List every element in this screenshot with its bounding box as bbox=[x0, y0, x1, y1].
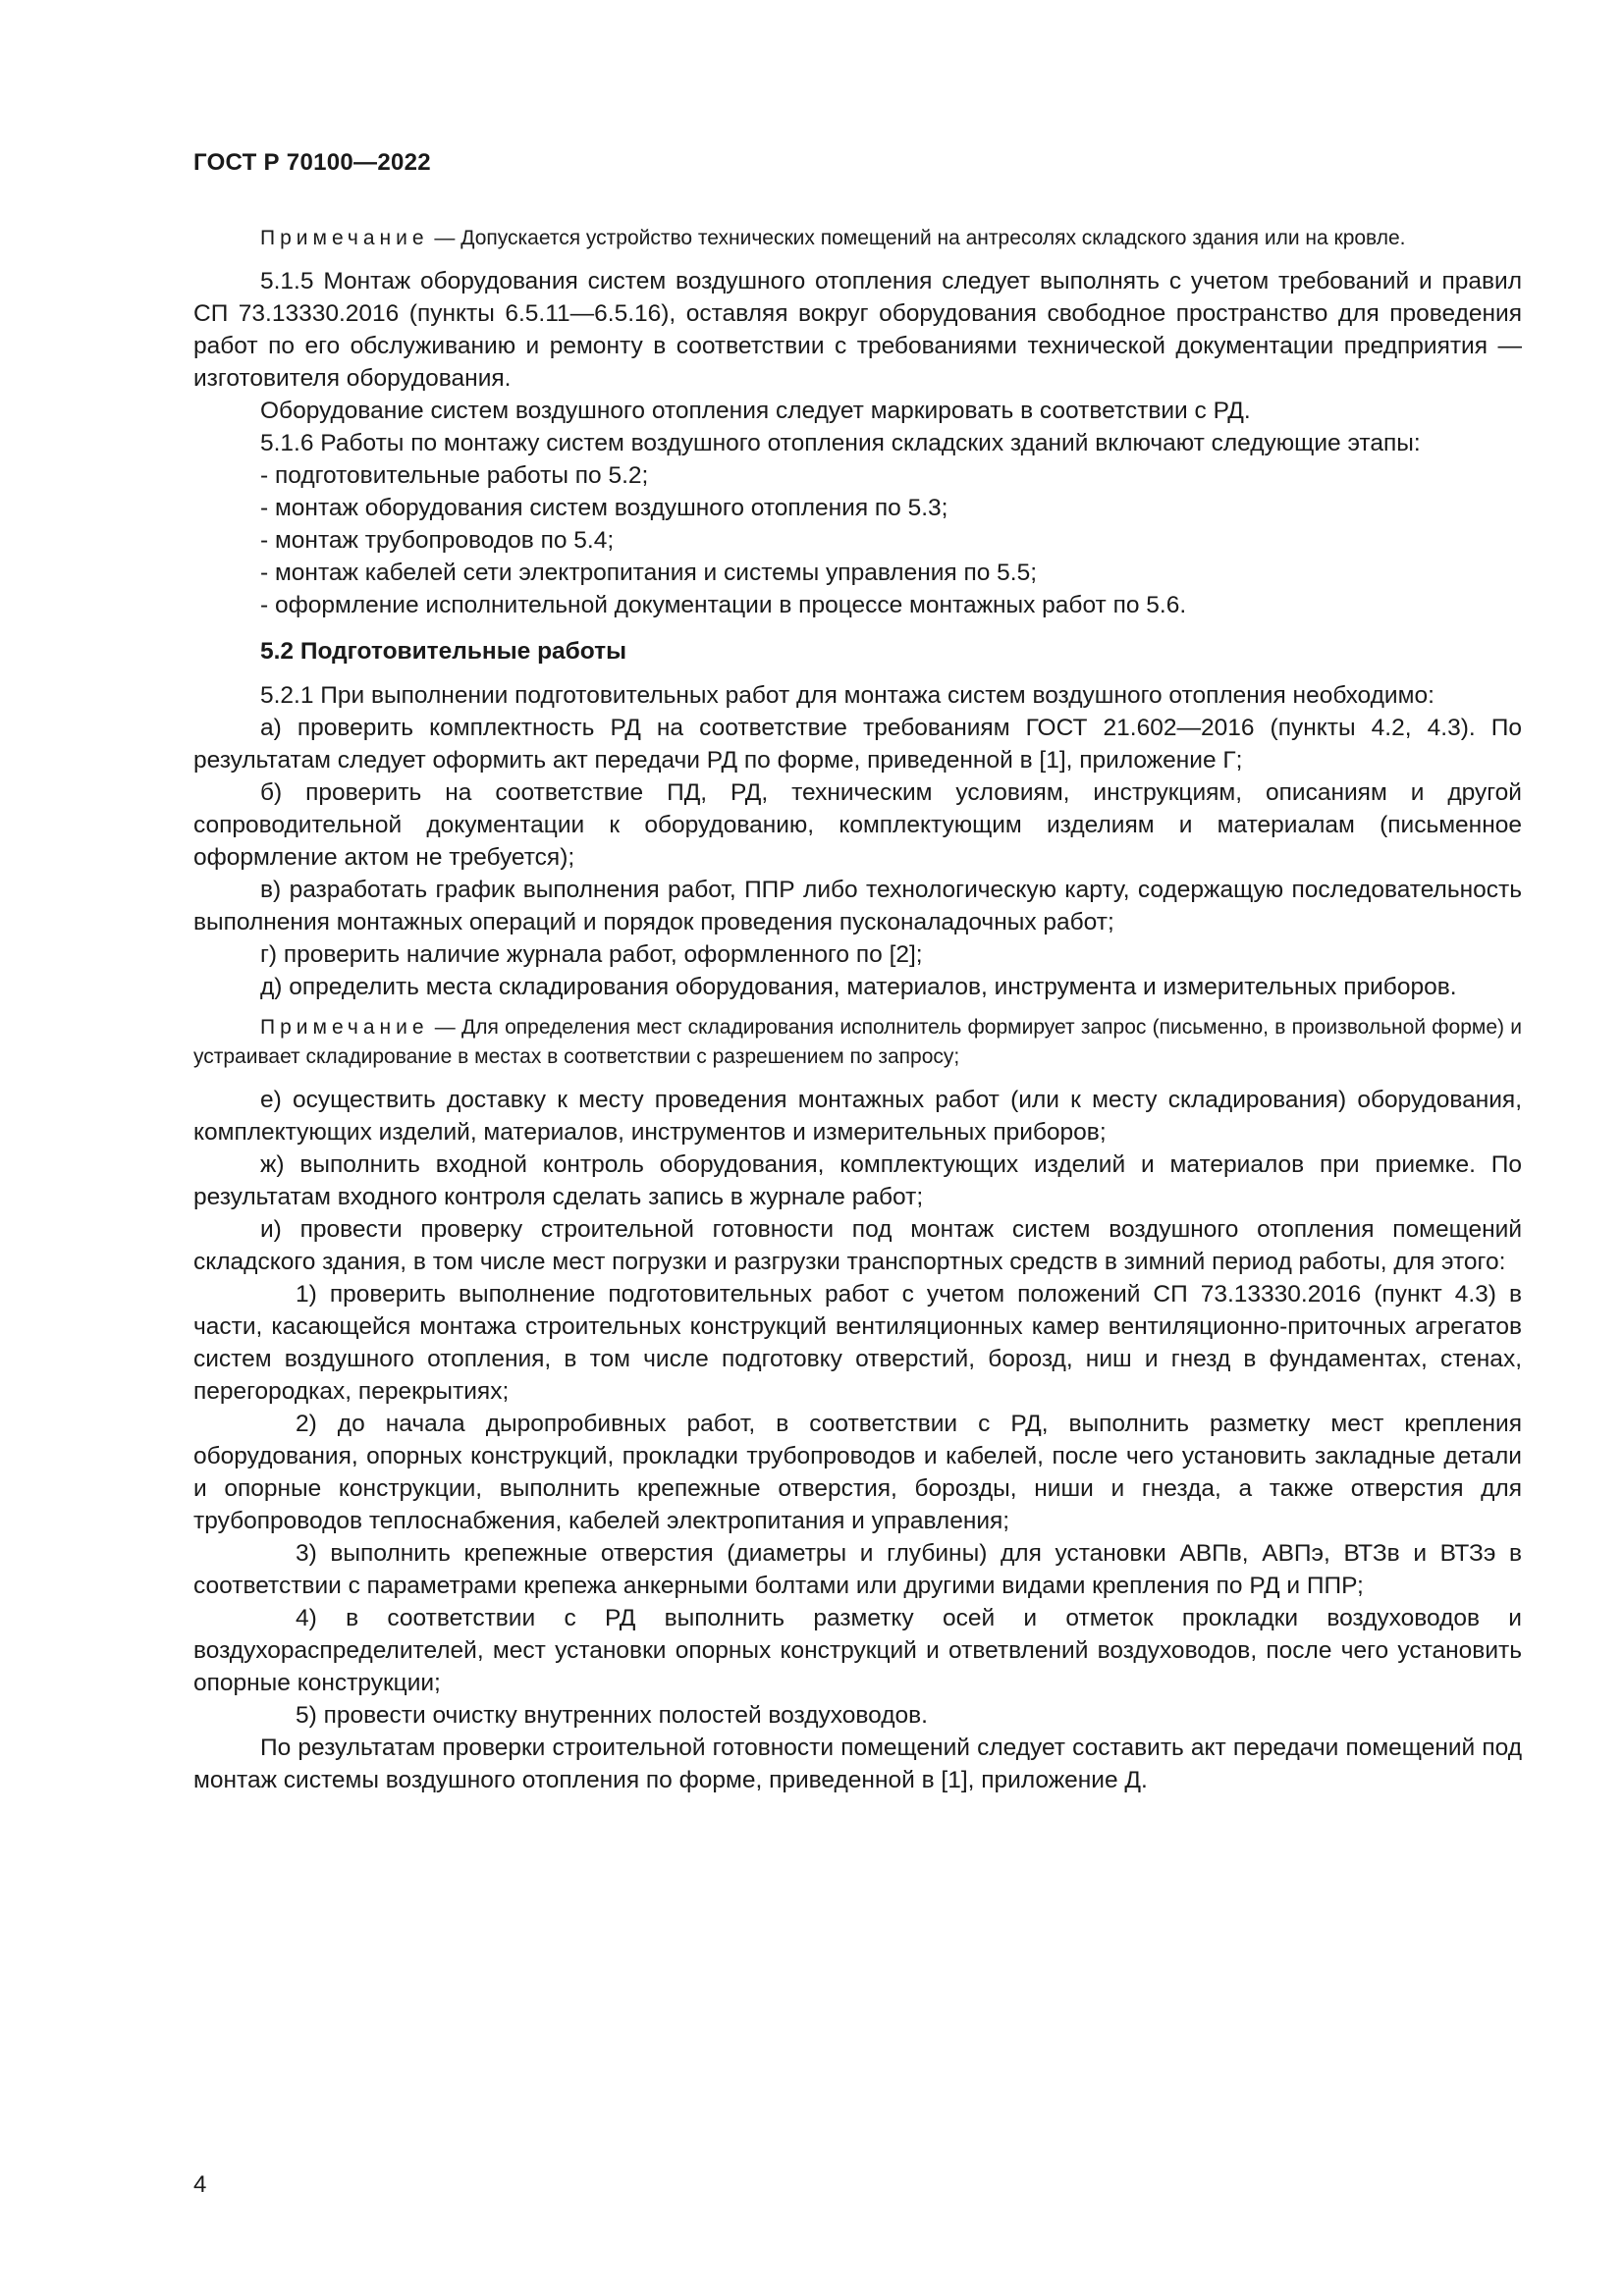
list-item: - подготовительные работы по 5.2; bbox=[260, 462, 649, 489]
list-item: и) провести проверку строительной готовности под монтаж систем воздушного отопления помещений складского здания, в том числе мест погрузки и разгрузки транспортных средств в зимний период работы, для этого: bbox=[193, 1216, 1522, 1275]
document-header: ГОСТ Р 70100—2022 bbox=[193, 149, 431, 176]
section-heading-5-2: 5.2 Подготовительные работы bbox=[260, 638, 627, 665]
note-text: — Для определения мест складирования исполнитель формирует запрос (письменно, в произвольной форме) и устраивает складирование в местах в соответствии с разрешением по запросу; bbox=[193, 1016, 1522, 1068]
document-body bbox=[193, 224, 1522, 1796]
list-item: е) осуществить доставку к месту проведения монтажных работ (или к месту складирования) оборудования, комплектующих изделий, материалов, инструментов и измерительных приборов; bbox=[193, 1087, 1522, 1146]
sub-list-item: 5) провести очистку внутренних полостей воздуховодов. bbox=[296, 1702, 928, 1729]
list-item: - монтаж кабелей сети электропитания и системы управления по 5.5; bbox=[260, 560, 1038, 586]
spacer bbox=[193, 1003, 1522, 1013]
list-item: - оформление исполнительной документации в процессе монтажных работ по 5.6. bbox=[260, 592, 1187, 618]
list-item: в) разработать график выполнения работ, ППР либо технологическую карту, содержащую последовательность выполнения монтажных операций и порядок проведения пусконаладочных работ; bbox=[193, 877, 1522, 935]
note-storage bbox=[193, 1013, 1522, 1072]
paragraph-5-1-5: 5.1.5 Монтаж оборудования систем воздушного отопления следует выполнять с учетом требований и правил СП 73.13330.2016 (пункты 6.5.11—6.5.16), оставляя вокруг оборудования свободное пространство для проведения работ по его обслуживанию и ремонту в соответствии с требованиями технической документации предприятия — изготовителя оборудования. bbox=[193, 268, 1522, 392]
note-label: Примечание bbox=[260, 1016, 429, 1039]
sub-list-item: 3) выполнить крепежные отверстия (диаметры и глубины) для установки АВПв, АВПэ, ВТЗв и ВТЗэ в соответствии с параметрами крепежа анкерными болтами или другими видами крепления по РД и ППР; bbox=[193, 1540, 1522, 1599]
note-label: Примечание bbox=[260, 227, 429, 249]
list-item: б) проверить на соответствие ПД, РД, техническим условиям, инструкциям, описаниям и другой сопроводительной документации к оборудованию, комплектующим изделиям и материалам (письменное оформление актом не требуется); bbox=[193, 779, 1522, 871]
sub-list-item: 4) в соответствии с РД выполнить разметку осей и отметок прокладки воздуховодов и воздухораспределителей, мест установки опорных конструкций и ответвлений воздуховодов, после чего установить опорные конструкции; bbox=[193, 1605, 1522, 1696]
paragraph-5-1-6: 5.1.6 Работы по монтажу систем воздушного отопления складских зданий включают следующие этапы: bbox=[260, 430, 1421, 456]
list-item: д) определить места складирования оборудования, материалов, инструмента и измерительных приборов. bbox=[260, 974, 1457, 1000]
list-item: - монтаж оборудования систем воздушного отопления по 5.3; bbox=[260, 495, 948, 521]
list-item: ж) выполнить входной контроль оборудования, комплектующих изделий и материалов при приемке. По результатам входного контроля сделать запись в журнале работ; bbox=[193, 1151, 1522, 1210]
list-item: - монтаж трубопроводов по 5.4; bbox=[260, 527, 615, 554]
paragraph-5-2-1: 5.2.1 При выполнении подготовительных работ для монтажа систем воздушного отопления необходимо: bbox=[260, 682, 1435, 709]
list-item: а) проверить комплектность РД на соответствие требованиям ГОСТ 21.602—2016 (пункты 4.2, 4.3). По результатам следует оформить акт передачи РД по форме, приведенной в [1], приложение Г; bbox=[193, 715, 1522, 774]
note-text: — Допускается устройство технических помещений на антресолях складского здания или на кровле. bbox=[428, 227, 1406, 249]
paragraph-final: По результатам проверки строительной готовности помещений следует составить акт передачи помещений под монтаж системы воздушного отопления по форме, приведенной в [1], приложение Д. bbox=[193, 1735, 1522, 1793]
sub-list-item: 2) до начала дыропробивных работ, в соответствии с РД, выполнить разметку мест крепления оборудования, опорных конструкций, прокладки трубопроводов и кабелей, после чего установить закладные детали и опорные конструкции, выполнить крепежные отверстия, борозды, ниши и гнезда, а также отверстия для трубопроводов теплоснабжения, кабелей электропитания и управления; bbox=[193, 1411, 1522, 1534]
page-number: 4 bbox=[193, 2171, 207, 2198]
note-technical-rooms bbox=[193, 224, 1522, 253]
sub-list-item: 1) проверить выполнение подготовительных работ с учетом положений СП 73.13330.2016 (пункт 4.3) в части, касающейся монтажа строительных конструкций вентиляционных камер вентиляционно-приточных агрегатов систем воздушного отопления, в том числе подготовку отверстий, борозд, ниш и гнезд в фундаментах, стенах, перегородках, перекрытиях; bbox=[193, 1281, 1522, 1405]
paragraph-5-1-5-marking: Оборудование систем воздушного отопления следует маркировать в соответствии с РД. bbox=[260, 398, 1251, 424]
list-item: г) проверить наличие журнала работ, оформленного по [2]; bbox=[260, 941, 923, 968]
